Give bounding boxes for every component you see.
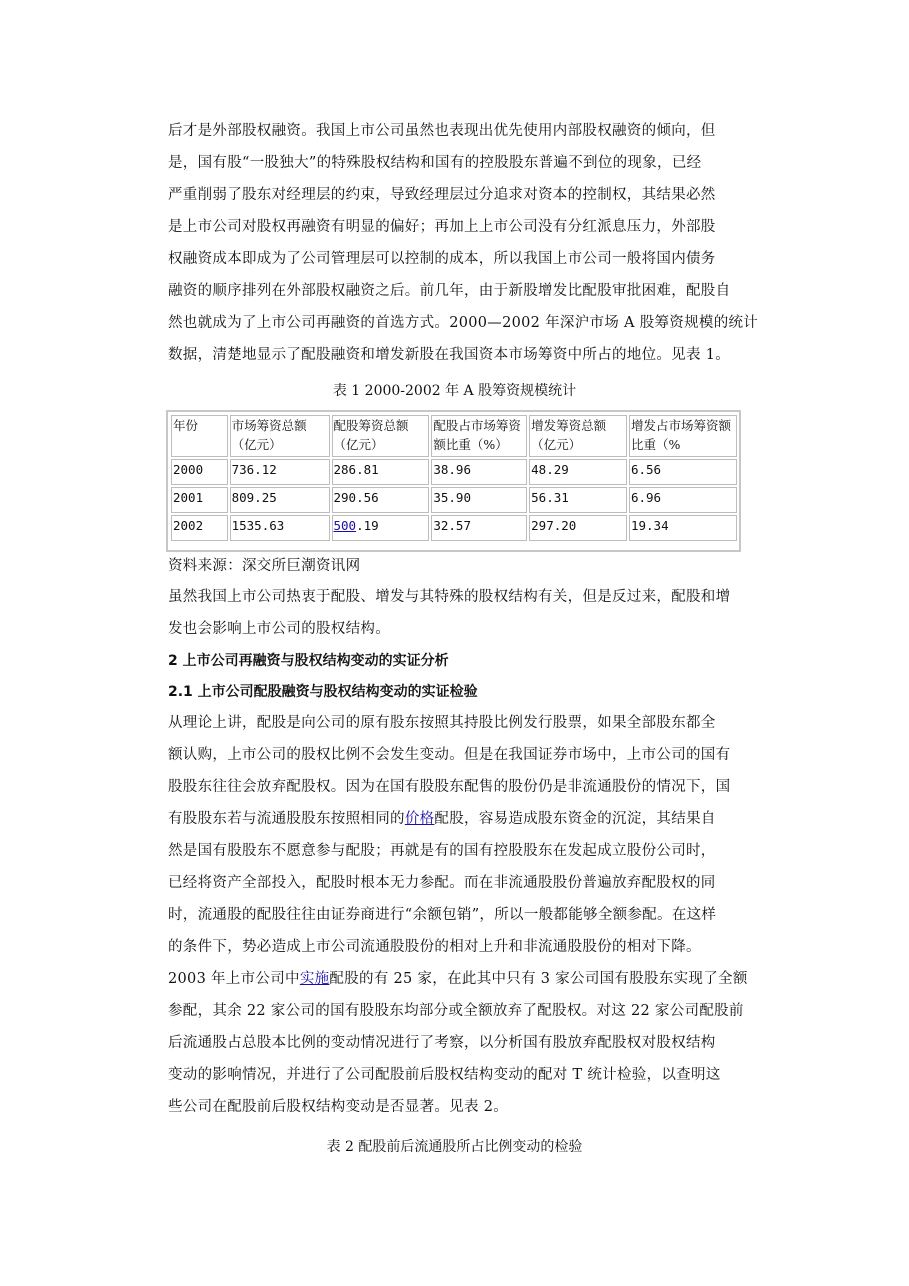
- cell-seo: 48.29: [529, 459, 627, 485]
- cell-year: 2000: [171, 459, 228, 485]
- paragraph-line: 后流通股占总股本比例的变动情况进行了考察，以分析国有股放弃配股权对股权结构: [168, 1035, 716, 1051]
- cell-market: 809.25: [230, 487, 330, 513]
- table1-caption: 表 1 2000-2002 年 A 股筹资规模统计: [332, 383, 577, 399]
- paragraph-line: 然也就成为了上市公司再融资的首选方式。2000—2002 年深沪市场 A 股筹资规模的统计: [168, 315, 759, 331]
- header-cell-rights-share: 配股占市场筹资额比重（%）: [431, 415, 527, 457]
- paragraph-line: [168, 809, 758, 829]
- cell-rights: [332, 515, 430, 541]
- implement-link[interactable]: 实施: [299, 971, 330, 987]
- text-segment: 配股的有 25 家，在此其中只有 3 家公司国有股股东实现了全额: [329, 971, 748, 987]
- paragraph-line: 股股东往往会放弃配股权。因为在国有股股东配售的股份仍是非流通股份的情况下，国: [168, 779, 731, 795]
- header-cell-market-total: 市场筹资总额（亿元）: [230, 415, 330, 457]
- cell-seo: 56.31: [529, 487, 627, 513]
- cell-seo-share: 6.56: [629, 459, 737, 485]
- paragraph-line: [168, 969, 758, 989]
- table-row: [171, 487, 737, 513]
- cell-market: 1535.63: [230, 515, 330, 541]
- cell-seo: 297.20: [529, 515, 627, 541]
- paragraph-line: 的条件下，势必造成上市公司流通股股份的相对上升和非流通股股份的相对下降。: [168, 939, 701, 955]
- table-row: [171, 515, 737, 541]
- paragraph-line: 严重削弱了股东对经理层的约束，导致经理层过分追求对资本的控制权，其结果必然: [168, 187, 716, 203]
- table-row: [171, 459, 737, 485]
- cell-rights-share: 35.90: [431, 487, 527, 513]
- paragraph-line: 后才是外部股权融资。我国上市公司虽然也表现出优先使用内部股权融资的倾向，但: [168, 123, 716, 139]
- paragraph-line: 然是国有股股东不愿意参与配股；再就是有的国有控股股东在发起成立股份公司时，: [168, 843, 716, 859]
- cell-year: 2001: [171, 487, 228, 513]
- paragraph-line: 从理论上讲，配股是向公司的原有股东按照其持股比例发行股票，如果全部股东都全: [168, 715, 716, 731]
- cell-market: 736.12: [230, 459, 330, 485]
- text-segment: 配股，容易造成股东资金的沉淀，其结果自: [434, 811, 716, 827]
- paragraph-line: 数据，清楚地显示了配股融资和增发新股在我国资本市场筹资中所占的地位。见表 1。: [168, 347, 731, 363]
- header-cell-rights-total: 配股筹资总额（亿元）: [332, 415, 430, 457]
- cell-year: 2002: [171, 515, 228, 541]
- header-cell-seo-total: 增发筹资总额（亿元）: [529, 415, 627, 457]
- cell-seo-share: 6.96: [629, 487, 737, 513]
- table1: [169, 413, 739, 543]
- text-segment: 有股股东若与流通股股东按照相同的: [168, 811, 405, 827]
- paragraph-line: 额认购，上市公司的股权比例不会发生变动。但是在我国证券市场中，上市公司的国有: [168, 747, 731, 763]
- header-cell-seo-share: 增发占市场筹资额比重（%: [629, 415, 737, 457]
- subsection-heading: 2.1 上市公司配股融资与股权结构变动的实证检验: [168, 684, 478, 700]
- cell-rights: 286.81: [332, 459, 430, 485]
- price-link[interactable]: 价格: [404, 811, 435, 827]
- text-segment: 2003 年上市公司中: [168, 971, 300, 987]
- section-heading: 2 上市公司再融资与股权结构变动的实证分析: [168, 653, 449, 669]
- paragraph-line: 时，流通股的配股往往由证券商进行“余额包销”，所以一般都能够全额参配。在这样: [168, 907, 717, 923]
- rights-value-suffix: .19: [356, 518, 379, 533]
- rights-value-link[interactable]: 500: [333, 518, 357, 533]
- paragraph-line: 虽然我国上市公司热衷于配股、增发与其特殊的股权结构有关，但是反过来，配股和增: [168, 589, 731, 605]
- paragraph-line: 参配，其余 22 家公司的国有股股东均部分或全额放弃了配股权。对这 22 家公司配股前: [168, 1003, 744, 1019]
- paragraph-line: 权融资成本即成为了公司管理层可以控制的成本，所以我国上市公司一般将国内债务: [168, 251, 716, 267]
- paragraph-line: 是上市公司对股权再融资有明显的偏好；再加上上市公司没有分红派息压力，外部股: [168, 219, 716, 235]
- paragraph-line: 已经将资产全部投入，配股时根本无力参配。而在非流通股股份普遍放弃配股权的同: [168, 875, 716, 891]
- table2-caption: 表 2 配股前后流通股所占比例变动的检验: [326, 1139, 583, 1155]
- cell-rights-share: 32.57: [431, 515, 527, 541]
- paragraph-line: 融资的顺序排列在外部股权融资之后。前几年，由于新股增发比配股审批困难，配股自: [168, 283, 731, 299]
- cell-rights-share: 38.96: [431, 459, 527, 485]
- table1-source: 资料来源：深交所巨潮资讯网: [168, 558, 361, 574]
- table1-frame: [166, 410, 741, 552]
- cell-seo-share: 19.34: [629, 515, 737, 541]
- paragraph-line: 发也会影响上市公司的股权结构。: [168, 621, 390, 637]
- cell-rights: 290.56: [332, 487, 430, 513]
- paragraph-line: 是，国有股“一股独大”的特殊股权结构和国有的控股股东普遍不到位的现象，已经: [168, 155, 702, 171]
- table-header-row: [171, 415, 737, 457]
- paragraph-line: 变动的影响情况，并进行了公司配股前后股权结构变动的配对 T 统计检验，以查明这: [168, 1067, 721, 1083]
- paragraph-line: 些公司在配股前后股权结构变动是否显著。见表 2。: [168, 1099, 509, 1115]
- header-cell-year: 年份: [171, 415, 228, 457]
